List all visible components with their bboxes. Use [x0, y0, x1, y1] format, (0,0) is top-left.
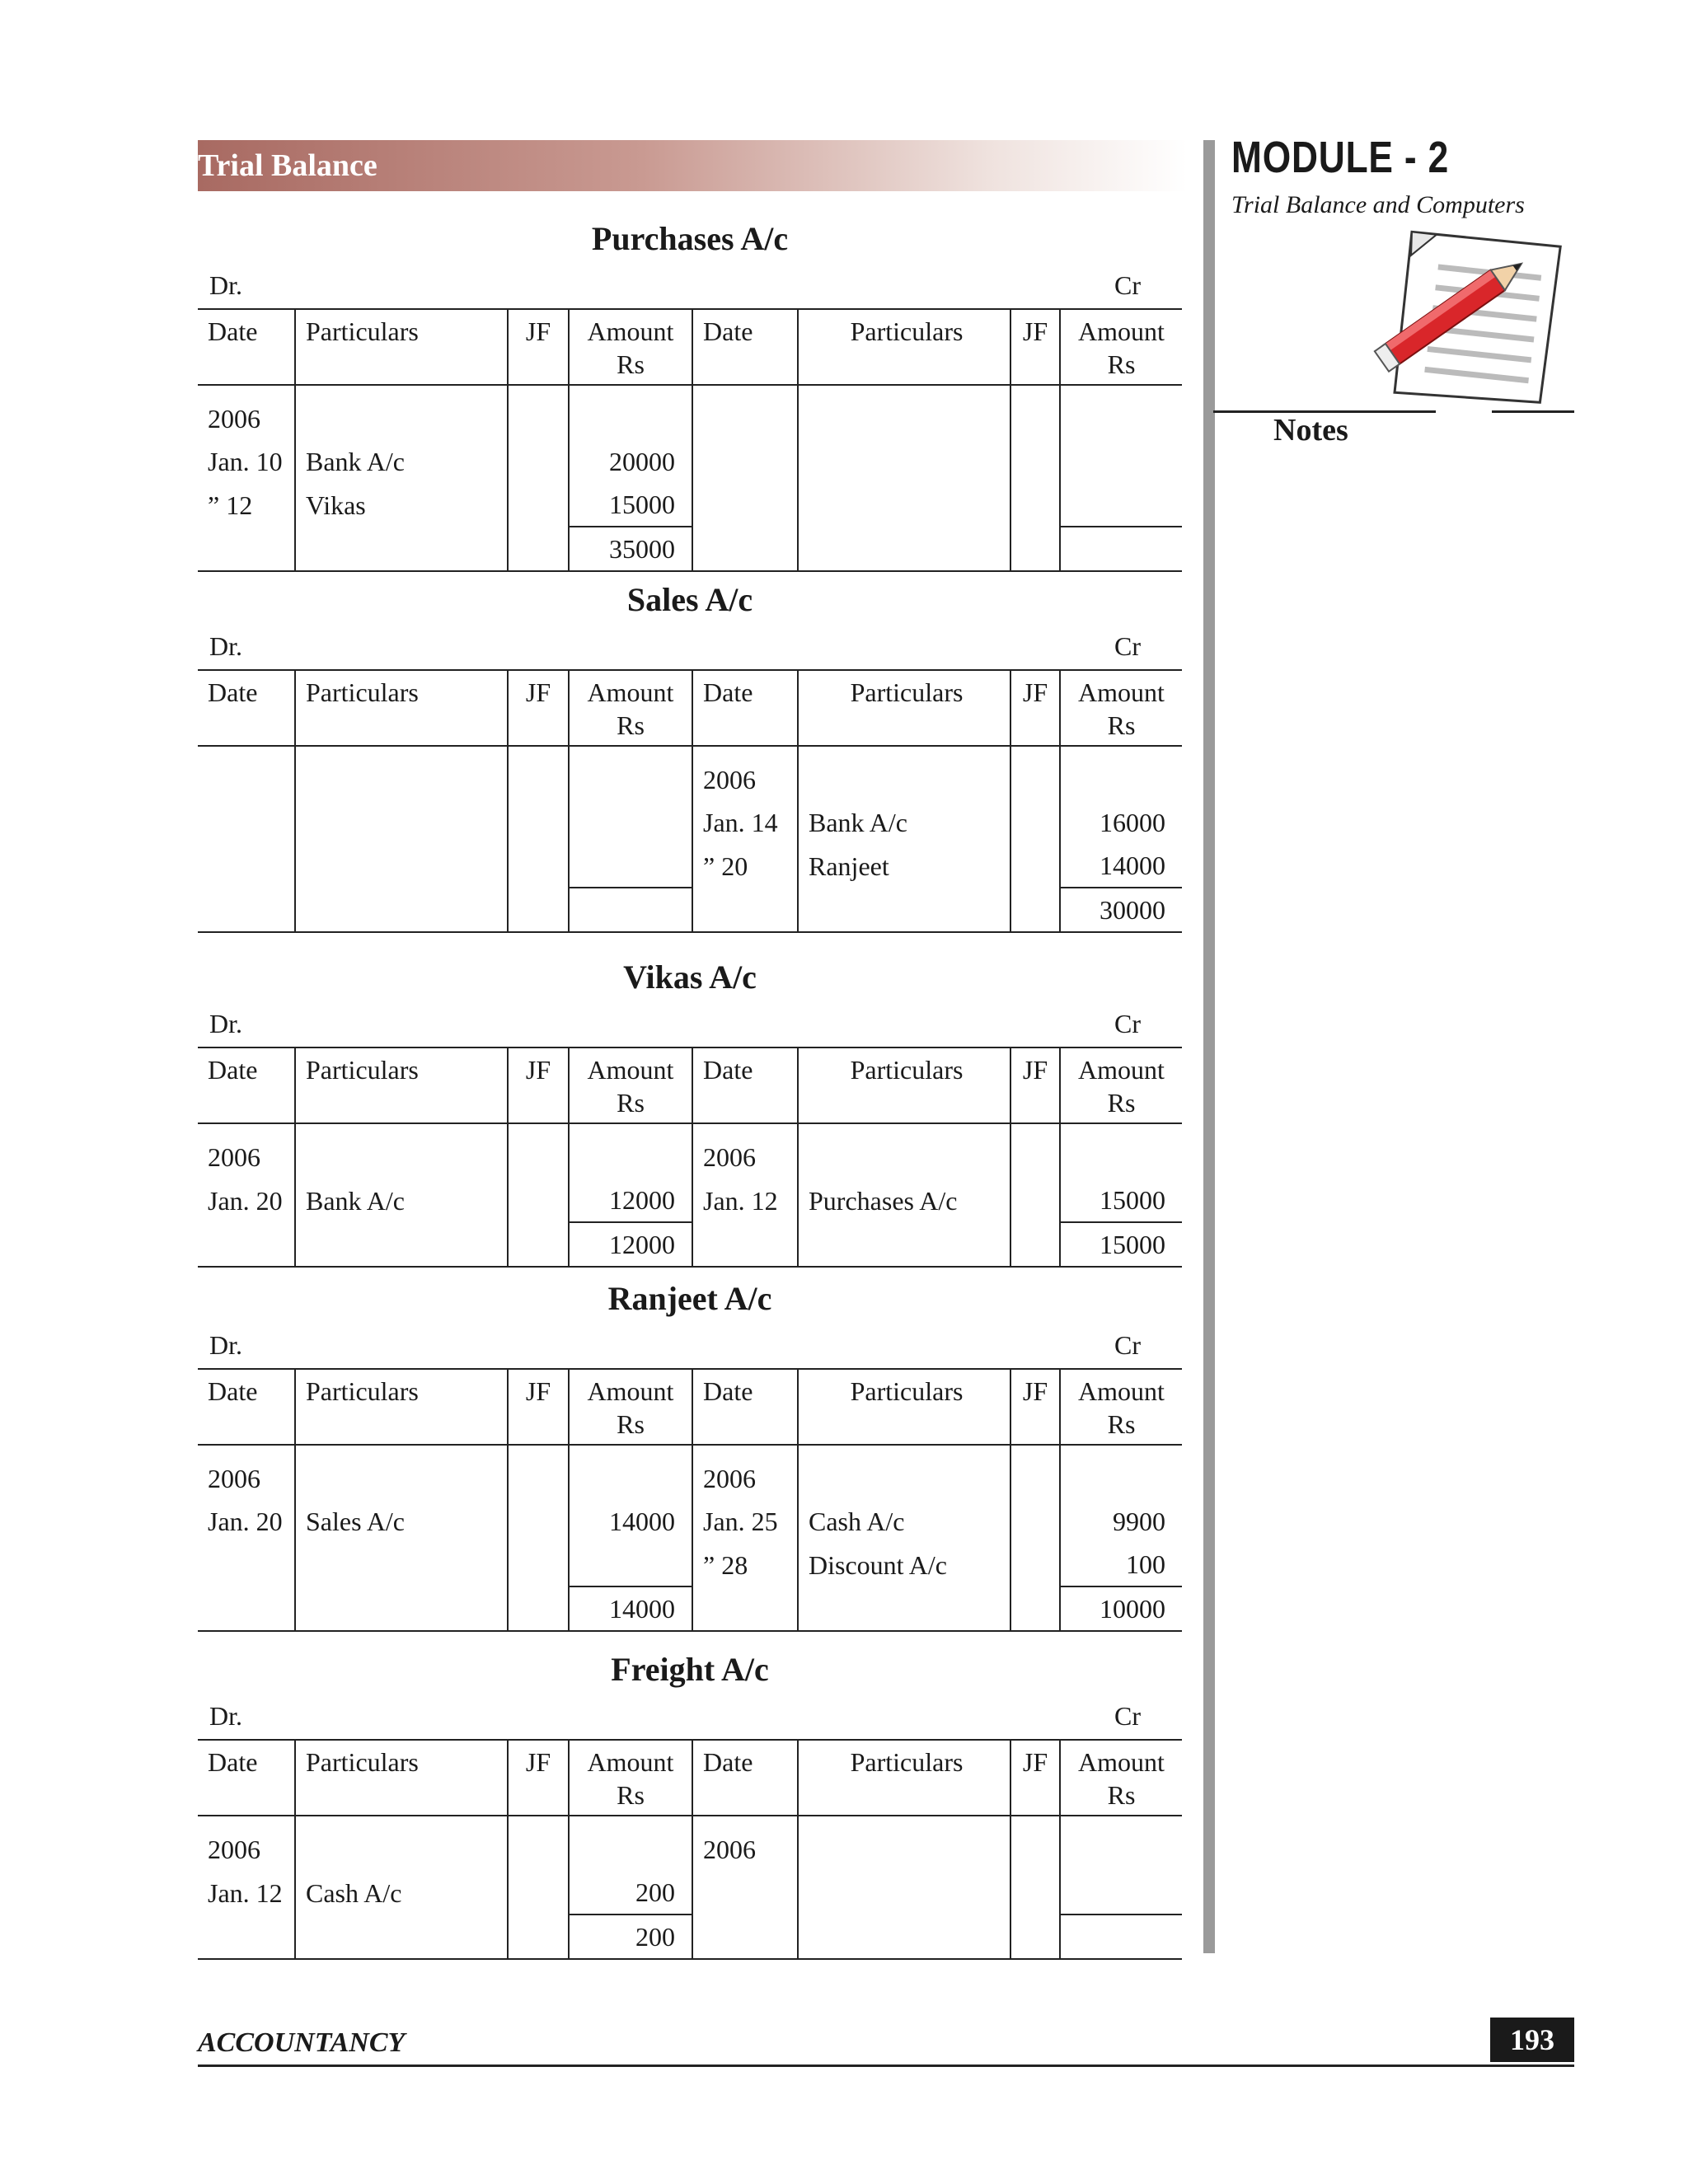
- debit-particulars: [295, 758, 508, 801]
- debit-total: 35000: [569, 527, 692, 571]
- debit-particulars: [295, 397, 508, 440]
- credit-date: Jan. 12: [692, 1179, 798, 1222]
- debit-jf: [508, 1543, 569, 1586]
- col-header-amount: [1060, 1369, 1182, 1445]
- debit-jf: [508, 440, 569, 483]
- col-header-jf: JF: [508, 1047, 569, 1123]
- ledger-row: [198, 1179, 1182, 1222]
- credit-particulars: Ranjeet: [798, 844, 1010, 888]
- credit-date: [692, 397, 798, 440]
- credit-amount: [1060, 440, 1182, 483]
- col-header-amount: [1060, 670, 1182, 746]
- col-header-amount: [569, 309, 692, 385]
- credit-jf: [1010, 1828, 1060, 1871]
- ledger-row: [198, 397, 1182, 440]
- amount-label: Amount: [587, 1747, 674, 1777]
- col-header-date: Date: [692, 1047, 798, 1123]
- credit-jf: [1010, 1871, 1060, 1915]
- credit-date: [692, 1871, 798, 1915]
- debit-date: [198, 844, 295, 888]
- ledger-row: [198, 483, 1182, 527]
- credit-total: [1060, 527, 1182, 571]
- debit-particulars: [295, 801, 508, 844]
- credit-date: ” 20: [692, 844, 798, 888]
- debit-particulars: [295, 1457, 508, 1500]
- col-header-amount: [569, 670, 692, 746]
- col-header-amount: [1060, 1047, 1182, 1123]
- col-header-amount: [1060, 1740, 1182, 1816]
- rs-label: Rs: [617, 349, 645, 379]
- credit-amount: [1060, 1457, 1182, 1500]
- debit-amount: [569, 844, 692, 888]
- section-title: Trial Balance: [198, 148, 377, 183]
- credit-date: [692, 483, 798, 527]
- debit-date: 2006: [208, 1142, 260, 1172]
- debit-date: Jan. 20: [208, 1507, 283, 1536]
- debit-jf: [508, 483, 569, 527]
- col-header-date: Date: [692, 1369, 798, 1445]
- col-header-jf: JF: [508, 309, 569, 385]
- credit-jf: [1010, 483, 1060, 527]
- debit-label: Dr.: [209, 1330, 242, 1360]
- ledger-title: Vikas A/c: [623, 958, 757, 996]
- debit-jf: [508, 801, 569, 844]
- total-row: [198, 888, 1182, 932]
- col-header-date: Date: [198, 1047, 295, 1123]
- ledger-account: [198, 1647, 1182, 1960]
- credit-date: 2006: [692, 1828, 798, 1871]
- dr-cr-row: [198, 1322, 1182, 1368]
- debit-jf: [508, 758, 569, 801]
- col-header-jf: JF: [1010, 670, 1060, 746]
- debit-amount: [569, 1136, 692, 1179]
- col-header-amount: [569, 1047, 692, 1123]
- ledger-row: [198, 1871, 1182, 1915]
- credit-amount: 16000: [1060, 801, 1182, 844]
- debit-amount: 15000: [569, 483, 692, 527]
- col-header-particulars: Particulars: [295, 1369, 508, 1445]
- debit-particulars: [295, 1828, 508, 1871]
- col-header-jf: JF: [508, 670, 569, 746]
- credit-amount: [1060, 758, 1182, 801]
- credit-total: [1060, 1915, 1182, 1959]
- module-label: MODULE - 2: [1231, 133, 1450, 182]
- credit-jf: [1010, 758, 1060, 801]
- debit-particulars: Bank A/c: [295, 440, 508, 483]
- debit-total: 200: [569, 1915, 692, 1959]
- credit-date: Jan. 25: [692, 1500, 798, 1543]
- rs-label: Rs: [1107, 1088, 1136, 1118]
- col-header-date: Date: [198, 1740, 295, 1816]
- ledger-row: [198, 1136, 1182, 1179]
- ledger-account: [198, 216, 1182, 572]
- debit-jf: [508, 1457, 569, 1500]
- credit-label: Cr: [1114, 1701, 1141, 1731]
- col-header-amount: [569, 1740, 692, 1816]
- credit-particulars: [798, 397, 1010, 440]
- col-header-date: Date: [692, 309, 798, 385]
- footer-subject: ACCOUNTANCY: [198, 2027, 406, 2058]
- credit-particulars: [798, 1828, 1010, 1871]
- col-header-jf: JF: [1010, 1047, 1060, 1123]
- amount-label: Amount: [587, 316, 674, 346]
- ledger-row: [198, 801, 1182, 844]
- credit-amount: 15000: [1060, 1179, 1182, 1222]
- credit-amount: [1060, 1136, 1182, 1179]
- rs-label: Rs: [1107, 710, 1136, 740]
- debit-label: Dr.: [209, 631, 242, 661]
- debit-particulars: Sales A/c: [295, 1500, 508, 1543]
- ledger-row: [198, 758, 1182, 801]
- ledger-table: [198, 669, 1182, 933]
- ledger-table: [198, 308, 1182, 572]
- credit-label: Cr: [1114, 1330, 1141, 1360]
- ledger-row: [198, 1828, 1182, 1871]
- debit-date: [198, 758, 295, 801]
- dr-cr-row: [198, 623, 1182, 669]
- ledger-row: [198, 844, 1182, 888]
- debit-particulars: Bank A/c: [295, 1179, 508, 1222]
- debit-jf: [508, 844, 569, 888]
- col-header-jf: JF: [1010, 1369, 1060, 1445]
- col-header-date: Date: [692, 1740, 798, 1816]
- debit-jf: [508, 1500, 569, 1543]
- debit-date: 2006: [208, 1464, 260, 1493]
- debit-total: [569, 888, 692, 932]
- col-header-particulars: Particulars: [295, 1740, 508, 1816]
- ledger-title: Purchases A/c: [591, 220, 789, 257]
- debit-label: Dr.: [209, 1009, 242, 1038]
- amount-label: Amount: [587, 677, 674, 707]
- debit-amount: 20000: [569, 440, 692, 483]
- credit-amount: [1060, 1871, 1182, 1915]
- ledger-table: [198, 1739, 1182, 1960]
- debit-date: 2006: [208, 1835, 260, 1864]
- credit-amount: [1060, 483, 1182, 527]
- col-header-date: Date: [692, 670, 798, 746]
- credit-jf: [1010, 1500, 1060, 1543]
- ledger-row: [198, 1457, 1182, 1500]
- credit-jf: [1010, 801, 1060, 844]
- debit-particulars: [295, 844, 508, 888]
- credit-amount: [1060, 1828, 1182, 1871]
- debit-date: 2006: [208, 404, 260, 434]
- debit-jf: [508, 1179, 569, 1222]
- notes-label: Notes: [1273, 413, 1348, 448]
- notepad-pencil-icon: [1360, 214, 1582, 437]
- col-header-jf: JF: [1010, 1740, 1060, 1816]
- col-header-particulars: Particulars: [295, 670, 508, 746]
- credit-particulars: [798, 1871, 1010, 1915]
- amount-label: Amount: [1078, 316, 1165, 346]
- total-row: [198, 1915, 1182, 1959]
- amount-label: Amount: [587, 1055, 674, 1085]
- col-header-date: Date: [198, 1369, 295, 1445]
- rs-label: Rs: [617, 1780, 645, 1810]
- credit-date: 2006: [692, 1136, 798, 1179]
- rs-label: Rs: [617, 1409, 645, 1439]
- col-header-particulars: Particulars: [295, 309, 508, 385]
- debit-amount: 200: [569, 1871, 692, 1915]
- ledger-row: [198, 440, 1182, 483]
- col-header-particulars: Particulars: [295, 1047, 508, 1123]
- debit-jf: [508, 397, 569, 440]
- credit-amount: 9900: [1060, 1500, 1182, 1543]
- debit-jf: [508, 1136, 569, 1179]
- rs-label: Rs: [1107, 1409, 1136, 1439]
- page-number: 193: [1490, 2018, 1574, 2062]
- ledger-table: [198, 1047, 1182, 1268]
- module-subtitle: Trial Balance and Computers: [1231, 191, 1525, 218]
- credit-jf: [1010, 1543, 1060, 1586]
- col-header-particulars: Particulars: [798, 1740, 1010, 1816]
- col-header-amount: [1060, 309, 1182, 385]
- col-header-jf: JF: [508, 1740, 569, 1816]
- credit-total: 30000: [1060, 888, 1182, 932]
- dr-cr-row: [198, 262, 1182, 308]
- debit-amount: [569, 758, 692, 801]
- amount-label: Amount: [1078, 1376, 1165, 1406]
- credit-date: Jan. 14: [692, 801, 798, 844]
- credit-jf: [1010, 397, 1060, 440]
- debit-particulars: Vikas: [295, 483, 508, 527]
- footer-rule: [198, 2064, 1574, 2067]
- debit-label: Dr.: [209, 1701, 242, 1731]
- col-header-particulars: Particulars: [798, 670, 1010, 746]
- ledger-table: [198, 1368, 1182, 1632]
- credit-amount: [1060, 397, 1182, 440]
- debit-amount: [569, 1828, 692, 1871]
- debit-jf: [508, 1871, 569, 1915]
- credit-total: 15000: [1060, 1222, 1182, 1267]
- credit-jf: [1010, 844, 1060, 888]
- amount-label: Amount: [1078, 1747, 1165, 1777]
- col-header-date: Date: [198, 309, 295, 385]
- credit-particulars: [798, 483, 1010, 527]
- credit-label: Cr: [1114, 270, 1141, 300]
- credit-particulars: Cash A/c: [798, 1500, 1010, 1543]
- credit-jf: [1010, 1136, 1060, 1179]
- credit-jf: [1010, 1179, 1060, 1222]
- credit-amount: 100: [1060, 1543, 1182, 1586]
- ledger-account: [198, 1276, 1182, 1632]
- credit-particulars: [798, 1457, 1010, 1500]
- credit-jf: [1010, 1457, 1060, 1500]
- col-header-particulars: Particulars: [798, 1369, 1010, 1445]
- rs-label: Rs: [1107, 1780, 1136, 1810]
- credit-date: 2006: [692, 758, 798, 801]
- debit-total: 12000: [569, 1222, 692, 1267]
- ledger-row: [198, 1543, 1182, 1586]
- dr-cr-row: [198, 1693, 1182, 1739]
- credit-total: 10000: [1060, 1586, 1182, 1631]
- col-header-particulars: Particulars: [798, 309, 1010, 385]
- amount-label: Amount: [587, 1376, 674, 1406]
- ledger-title: Ranjeet A/c: [607, 1280, 772, 1317]
- credit-particulars: [798, 440, 1010, 483]
- debit-amount: [569, 1543, 692, 1586]
- total-row: [198, 1586, 1182, 1631]
- debit-particulars: Cash A/c: [295, 1871, 508, 1915]
- debit-particulars: [295, 1136, 508, 1179]
- debit-date: Jan. 10: [208, 447, 283, 476]
- debit-date: Jan. 12: [208, 1877, 283, 1908]
- debit-amount: 14000: [569, 1500, 692, 1543]
- ledger-title: Sales A/c: [626, 581, 753, 618]
- credit-particulars: Discount A/c: [798, 1543, 1010, 1586]
- debit-date: [198, 801, 295, 844]
- debit-total: 14000: [569, 1586, 692, 1631]
- credit-particulars: Purchases A/c: [798, 1179, 1010, 1222]
- rs-label: Rs: [617, 710, 645, 740]
- amount-label: Amount: [1078, 1055, 1165, 1085]
- ledger-account: [198, 954, 1182, 1268]
- rs-label: Rs: [1107, 349, 1136, 379]
- total-row: [198, 527, 1182, 571]
- debit-date: ” 12: [208, 490, 253, 520]
- dr-cr-row: [198, 1001, 1182, 1047]
- credit-amount: 14000: [1060, 844, 1182, 888]
- credit-particulars: [798, 758, 1010, 801]
- debit-label: Dr.: [209, 270, 242, 300]
- credit-particulars: [798, 1136, 1010, 1179]
- debit-amount: [569, 1457, 692, 1500]
- col-header-amount: [569, 1369, 692, 1445]
- credit-date: ” 28: [692, 1543, 798, 1586]
- ledger-row: [198, 1500, 1182, 1543]
- debit-particulars: [295, 1543, 508, 1586]
- debit-date: Jan. 20: [208, 1185, 283, 1216]
- credit-particulars: Bank A/c: [798, 801, 1010, 844]
- notes-rule: [1492, 410, 1574, 413]
- debit-amount: [569, 801, 692, 844]
- debit-amount: [569, 397, 692, 440]
- col-header-particulars: Particulars: [798, 1047, 1010, 1123]
- credit-jf: [1010, 440, 1060, 483]
- col-header-jf: JF: [508, 1369, 569, 1445]
- debit-jf: [508, 1828, 569, 1871]
- credit-date: 2006: [692, 1457, 798, 1500]
- total-row: [198, 1222, 1182, 1267]
- rs-label: Rs: [617, 1088, 645, 1118]
- debit-date: [198, 1543, 295, 1586]
- credit-label: Cr: [1114, 1009, 1141, 1038]
- debit-amount: 12000: [569, 1179, 692, 1222]
- credit-label: Cr: [1114, 631, 1141, 661]
- ledger-title: Freight A/c: [611, 1651, 769, 1688]
- col-header-date: Date: [198, 670, 295, 746]
- amount-label: Amount: [1078, 677, 1165, 707]
- col-header-jf: JF: [1010, 309, 1060, 385]
- credit-date: [692, 440, 798, 483]
- ledger-account: [198, 577, 1182, 933]
